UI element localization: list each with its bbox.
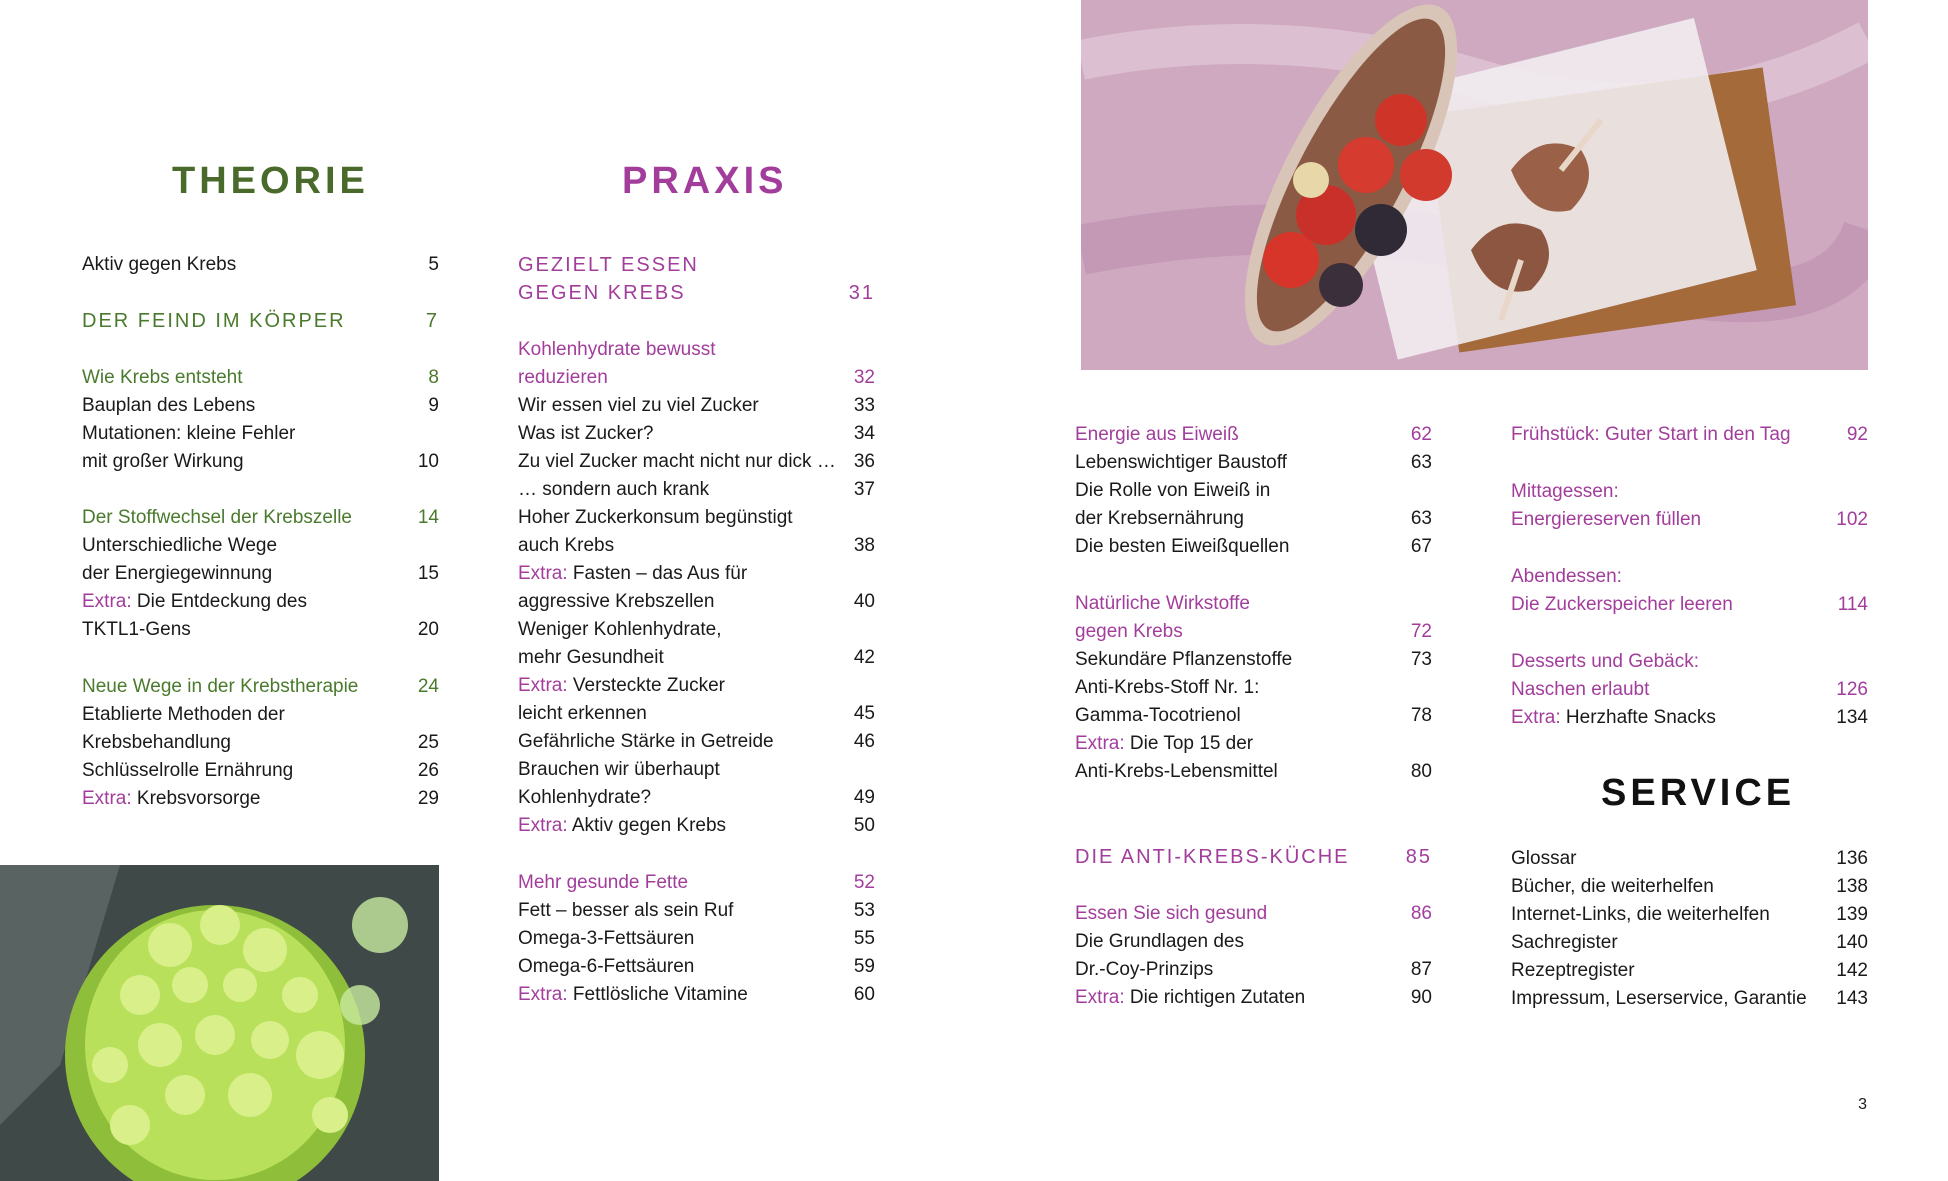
theorie-title: THEORIE [172,160,369,202]
toc-entry [82,364,439,392]
toc-entry-title [82,420,295,448]
toc-entry [1075,984,1432,1012]
toc-entry-title [518,504,793,532]
toc-entry [1075,674,1432,702]
toc-entry-page: 42 [853,647,875,668]
toc-entry-page: 10 [417,451,439,472]
toc-entry-title [1075,618,1183,646]
toc-entry [1511,929,1868,957]
toc-entry [1511,506,1868,534]
toc-entry-page: 29 [417,788,439,809]
toc-entry [1075,449,1432,477]
extra-label: Extra: [1511,707,1561,728]
toc-entry-text: Bauplan des Lebens [82,395,256,416]
toc-entry [82,701,439,729]
toc-entry-text: Gamma-Tocotrienol [1075,705,1241,726]
toc-entry-title [518,251,699,279]
toc-entry [82,616,439,644]
toc-entry-text: DIE ANTI-KREBS-KÜCHE [1075,846,1350,868]
toc-entry-page: 92 [1846,424,1868,445]
toc-entry-title [1511,985,1807,1013]
toc-entry-text: Mehr gesunde Fette [518,872,689,893]
toc-entry-title [1511,421,1791,449]
toc-entry-title [1511,478,1619,506]
toc-entry-page: 138 [1836,876,1868,897]
toc-entry-text: Aktiv gegen Krebs [82,254,237,275]
toc-entry-title [1075,674,1259,702]
toc-entry-page: 60 [853,984,875,1005]
toc-entry-page: 134 [1836,707,1868,728]
toc-entry-title [82,307,346,335]
toc-entry-title [518,392,759,420]
toc-entry-text: der Krebsernährung [1075,508,1244,529]
toc-entry-title [1511,929,1618,957]
toc-entry-page: 114 [1837,594,1868,615]
toc-entry-text: Sekundäre Pflanzenstoffe [1075,649,1293,670]
extra-label: Extra: [1075,987,1125,1008]
toc-entry [82,560,439,588]
toc-entry-page: 85 [1405,846,1432,868]
toc-entry-text: Lebenswichtiger Baustoff [1075,452,1287,473]
toc-entry [1075,533,1432,561]
toc-entry [518,420,875,448]
toc-entry-title [518,728,774,756]
toc-entry [1511,985,1868,1013]
toc-entry-text: Etablierte Methoden der [82,704,285,725]
toc-entry-text: Schlüsselrolle Ernährung [82,760,294,781]
toc-entry-page: 25 [417,732,439,753]
toc-entry-title [1075,956,1213,984]
toc-entry-text: Fett – besser als sein Ruf [518,900,734,921]
toc-entry-text: Natürliche Wirkstoffe [1075,593,1250,614]
toc-entry-text: Fettlösliche Vitamine [567,984,748,1005]
toc-entry-title [1511,563,1622,591]
cancer-cell-photo [0,865,439,1181]
toc-entry-title [1075,900,1267,928]
toc-entry-text: Essen Sie sich gesund [1075,903,1268,924]
toc-entry-title [518,672,725,700]
toc-entry [1511,421,1868,449]
toc-entry-page: 49 [853,787,875,808]
toc-entry [1075,646,1432,674]
toc-entry [518,448,875,476]
toc-entry-text: GEGEN KREBS [518,282,686,304]
toc-entry-page: 37 [853,479,875,500]
toc-entry [82,392,439,420]
toc-entry-text: Mittagessen: [1511,481,1619,502]
toc-entry-page: 14 [417,507,439,528]
toc-entry [1075,477,1432,505]
toc-entry [518,504,875,532]
toc-entry-title [82,448,244,476]
toc-entry [518,560,875,588]
toc-entry-page: 8 [428,367,439,388]
toc-entry-page: 59 [853,956,875,977]
praxis-title: PRAXIS [622,160,788,202]
toc-entry-page: 126 [1836,679,1868,700]
toc-entry-title [518,784,651,812]
toc-entry-text: Energiereserven füllen [1511,509,1702,530]
toc-entry [1075,843,1432,871]
toc-entry [1075,730,1432,758]
toc-entry-title [518,448,836,476]
toc-entry-page: 40 [853,591,875,612]
toc-entry-text: Frühstück: Guter Start in den Tag [1511,424,1791,445]
toc-entry-text: Unterschiedliche Wege [82,535,278,556]
toc-entry [82,785,439,813]
toc-entry-page: 32 [853,367,875,388]
toc-entry-page: 46 [853,731,875,752]
toc-entry-title [1511,901,1770,929]
page-number: 3 [1858,1096,1867,1113]
toc-entry [518,784,875,812]
toc-entry [1511,704,1868,732]
toc-entry [518,364,875,392]
extra-label: Extra: [518,984,568,1005]
toc-entry-title [1075,758,1278,786]
toc-entry-title [518,279,686,307]
toc-entry-text: der Energiegewinnung [82,563,273,584]
toc-entry-text: Sachregister [1511,932,1618,953]
toc-entry-page: 38 [853,535,875,556]
toc-entry [82,448,439,476]
toc-entry-page: 26 [417,760,439,781]
toc-entry-text: Gefährliche Stärke in Getreide [518,731,774,752]
toc-entry-title [82,701,285,729]
toc-entry-page: 63 [1410,452,1432,473]
toc-entry-text: Omega-6-Fettsäuren [518,956,695,977]
toc-entry-title [82,392,255,420]
toc-entry-title [518,560,747,588]
toc-entry-title [82,757,293,785]
toc-entry-text: DER FEIND IM KÖRPER [82,310,346,332]
toc-entry-text: Was ist Zucker? [518,423,654,444]
toc-entry-text: Die Top 15 der [1124,733,1254,754]
toc-entry-text: Zu viel Zucker macht nicht nur dick … [518,451,836,472]
toc-entry-text: gegen Krebs [1075,621,1183,642]
toc-entry-title [1511,506,1701,534]
toc-entry-title [1511,676,1649,704]
toc-entry [1075,618,1432,646]
toc-entry-text: Fasten – das Aus für [567,563,748,584]
toc-entry-title [518,532,614,560]
toc-entry-text: Brauchen wir überhaupt [518,759,720,780]
toc-entry-page: 15 [417,563,439,584]
toc-entry-title [82,364,243,392]
toc-entry-text: Mutationen: kleine Fehler [82,423,296,444]
toc-entry [82,420,439,448]
toc-entry-page: 140 [1836,932,1868,953]
toc-entry-text: Aktiv gegen Krebs [567,815,727,836]
toc-entry-text: aggressive Krebszellen [518,591,715,612]
toc-entry-text: Die besten Eiweißquellen [1075,536,1290,557]
toc-entry-title [1075,702,1241,730]
toc-entry-text: … sondern auch krank [518,479,710,500]
toc-entry-page: 78 [1410,705,1432,726]
extra-label: Extra: [518,675,568,696]
toc-entry-text: Der Stoffwechsel der Krebszelle [82,507,352,528]
toc-entry-title [1075,533,1289,561]
toc-entry [82,757,439,785]
toc-entry [518,251,875,279]
toc-entry-text: Rezeptregister [1511,960,1635,981]
toc-entry [518,953,875,981]
toc-entry-text: Energie aus Eiweiß [1075,424,1239,445]
toc-entry [518,279,875,307]
toc-entry-title [82,251,236,279]
toc-entry [1075,421,1432,449]
toc-entry [518,532,875,560]
toc-entry-text: Bücher, die weiterhelfen [1511,876,1714,897]
toc-entry-page: 53 [853,900,875,921]
toc-entry-text: reduzieren [518,367,608,388]
toc-entry-page: 50 [853,815,875,836]
toc-entry-page: 136 [1836,848,1868,869]
toc-entry [1075,702,1432,730]
toc-entry-page: 33 [853,395,875,416]
toc-entry-page: 86 [1410,903,1432,924]
toc-entry [82,588,439,616]
toc-entry [1511,873,1868,901]
toc-entry-text: Omega-3-Fettsäuren [518,928,695,949]
toc-entry-text: Die Grundlagen des [1075,931,1244,952]
toc-entry-page: 55 [853,928,875,949]
toc-entry-page: 36 [853,451,875,472]
toc-entry-title [518,420,654,448]
toc-entry-text: Wie Krebs entsteht [82,367,243,388]
toc-entry-text: Hoher Zuckerkonsum begünstigt [518,507,793,528]
toc-entry-title [82,560,272,588]
toc-entry-title [1075,730,1253,758]
toc-entry [82,307,439,335]
toc-entry-page: 20 [417,619,439,640]
toc-entry-title [1075,505,1244,533]
toc-entry [1511,563,1868,591]
toc-entry-text: Krebsvorsorge [131,788,261,809]
extra-label: Extra: [82,591,132,612]
service-toc [1511,845,1868,1025]
toc-entry-text: TKTL1-Gens [82,619,191,640]
toc-entry-text: Kohlenhydrate? [518,787,652,808]
praxis-toc [518,251,875,1021]
toc-entry-title [1075,984,1305,1012]
toc-entry-page: 9 [428,395,439,416]
toc-entry-title [518,476,709,504]
toc-entry [518,981,875,1009]
toc-entry [1075,505,1432,533]
toc-entry-title [82,729,231,757]
toc-entry-text: auch Krebs [518,535,615,556]
toc-entry [1075,900,1432,928]
toc-entry-title [82,785,260,813]
toc-entry-text: Die richtigen Zutaten [1124,987,1306,1008]
toc-entry-page: 73 [1410,649,1432,670]
toc-entry-title [518,756,720,784]
toc-entry-text: Anti-Krebs-Lebensmittel [1075,761,1278,782]
toc-entry-title [518,953,694,981]
toc-entry-text: Krebsbehandlung [82,732,231,753]
toc-entry [1511,957,1868,985]
toc-entry [518,869,875,897]
extra-label: Extra: [518,815,568,836]
toc-entry-text: Neue Wege in der Krebstherapie [82,676,359,697]
toc-entry-page: 63 [1410,508,1432,529]
toc-entry-title [518,981,748,1009]
toc-entry-title [518,644,664,672]
toc-entry [518,392,875,420]
toc-entry-title [1075,928,1244,956]
toc-entry-title [1511,704,1716,732]
toc-entry-title [518,336,716,364]
toc-entry-page: 139 [1836,904,1868,925]
toc-entry [1075,758,1432,786]
toc-entry [82,504,439,532]
service-title: SERVICE [1601,772,1796,814]
extra-label: Extra: [518,563,568,584]
toc-entry [1075,928,1432,956]
toc-entry-title [518,364,608,392]
toc-entry-text: Wir essen viel zu viel Zucker [518,395,759,416]
toc-entry [518,588,875,616]
toc-entry [518,700,875,728]
toc-entry-text: Weniger Kohlenhydrate, [518,619,722,640]
toc-entry-page: 90 [1410,987,1432,1008]
toc-entry-text: Internet-Links, die weiterhelfen [1511,904,1770,925]
toc-entry-page: 34 [853,423,875,444]
toc-entry [518,812,875,840]
toc-entry-title [1511,648,1699,676]
toc-entry [1511,676,1868,704]
toc-entry [1511,845,1868,873]
toc-entry-title [82,588,307,616]
toc-entry-text: Die Entdeckung des [131,591,307,612]
toc-entry-text: Glossar [1511,848,1577,869]
toc-entry-page: 5 [428,254,439,275]
toc-entry-text: Anti-Krebs-Stoff Nr. 1: [1075,677,1260,698]
toc-entry-page: 87 [1410,959,1432,980]
toc-entry-title [1075,590,1250,618]
toc-entry-page: 102 [1836,509,1868,530]
toc-entry-page: 80 [1410,761,1432,782]
toc-entry-title [518,869,688,897]
toc-entry-text: GEZIELT ESSEN [518,254,699,276]
toc-entry-page: 143 [1836,988,1868,1009]
toc-entry [518,728,875,756]
toc-entry-title [82,532,277,560]
toc-entry [518,672,875,700]
toc-entry-title [82,673,358,701]
toc-entry [518,644,875,672]
toc-entry-text: Die Rolle von Eiweiß in [1075,480,1271,501]
extra-label: Extra: [82,788,132,809]
toc-entry-text: Desserts und Gebäck: [1511,651,1699,672]
toc-entry-text: Versteckte Zucker [567,675,725,696]
toc-entry [518,925,875,953]
toc-entry-page: 7 [425,310,439,332]
toc-entry-title [518,700,647,728]
toc-entry [1075,590,1432,618]
toc-entry [82,729,439,757]
toc-entry-title [82,504,352,532]
toc-entry-title [1511,591,1733,619]
toc-entry-text: Herzhafte Snacks [1560,707,1716,728]
toc-entry-text: Abendessen: [1511,566,1622,587]
toc-entry-title [518,925,694,953]
toc-entry [82,532,439,560]
toc-entry-title [518,588,714,616]
toc-entry-text: mehr Gesundheit [518,647,664,668]
toc-entry-text: Die Zuckerspeicher leeren [1511,594,1733,615]
toc-entry-text: Kohlenhydrate bewusst [518,339,716,360]
toc-entry-page: 142 [1836,960,1868,981]
toc-entry [518,897,875,925]
praxis-toc-continued [1075,421,1432,1021]
toc-entry-title [1075,646,1292,674]
toc-entry-title [82,616,191,644]
toc-entry [1511,591,1868,619]
toc-entry-text: leicht erkennen [518,703,647,724]
toc-entry-title [1075,843,1349,871]
toc-entry-title [1075,477,1270,505]
toc-entry [1511,901,1868,929]
toc-entry-title [1075,421,1239,449]
toc-entry-text: mit großer Wirkung [82,451,244,472]
toc-entry-title [518,616,722,644]
toc-entry-page: 24 [417,676,439,697]
recipes-toc [1511,421,1868,741]
food-photo [1081,0,1868,370]
toc-entry-page: 72 [1410,621,1432,642]
toc-entry-text: Naschen erlaubt [1511,679,1650,700]
toc-entry [518,616,875,644]
toc-entry-page: 45 [853,703,875,724]
toc-entry-page: 31 [848,282,875,304]
toc-entry-page: 52 [853,872,875,893]
toc-entry [82,251,439,279]
toc-entry-title [518,897,733,925]
toc-entry [82,673,439,701]
extra-label: Extra: [1075,733,1125,754]
toc-entry [518,336,875,364]
toc-entry-title [1075,449,1287,477]
toc-entry-page: 67 [1410,536,1432,557]
toc-entry [1511,648,1868,676]
toc-entry-title [518,812,726,840]
toc-entry-page: 62 [1410,424,1432,445]
toc-entry [1075,956,1432,984]
toc-entry [518,756,875,784]
toc-entry-title [1511,873,1714,901]
toc-entry-text: Dr.-Coy-Prinzips [1075,959,1214,980]
toc-entry [518,476,875,504]
toc-entry-text: Impressum, Leserservice, Garantie [1511,988,1807,1009]
toc-entry [1511,478,1868,506]
toc-entry-title [1511,957,1635,985]
toc-entry-title [1511,845,1576,873]
theorie-toc [82,251,439,821]
